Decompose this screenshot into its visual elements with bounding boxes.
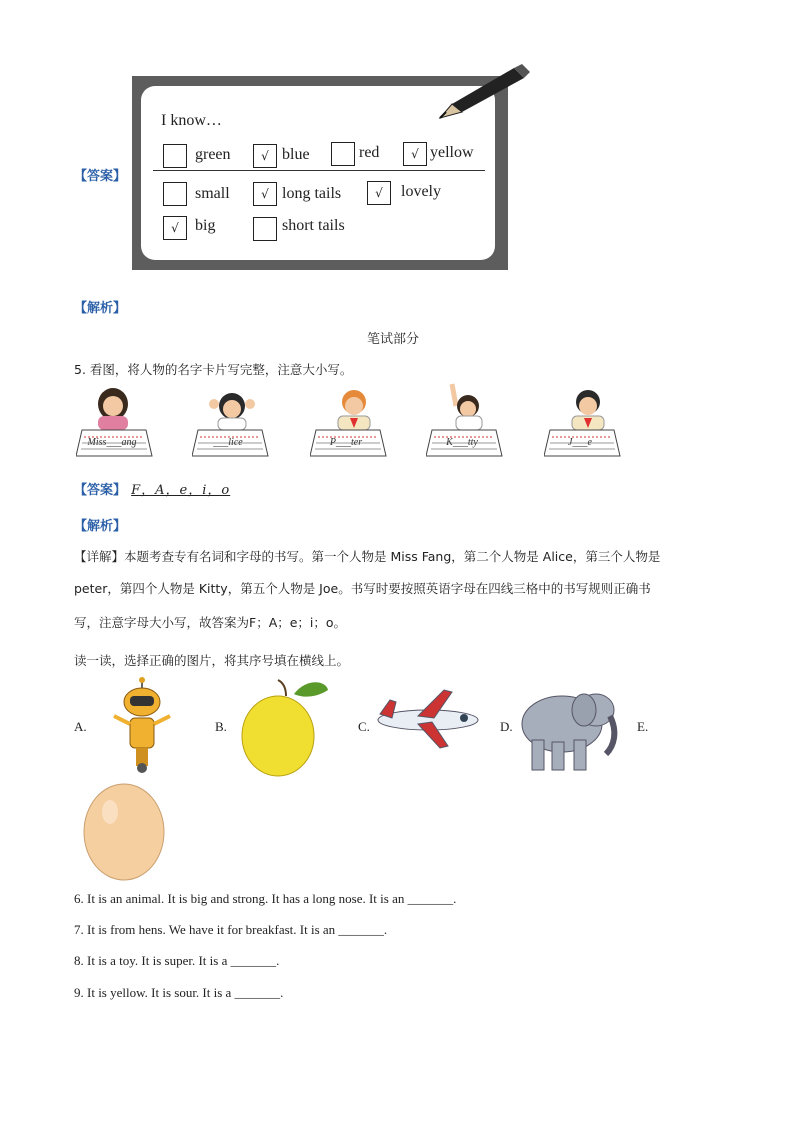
label-red: red	[359, 144, 380, 161]
teacher-figure-icon	[88, 386, 138, 430]
detail-line-3: 写，注意字母大小写，故答案为F；A；e；i；o。	[74, 615, 347, 630]
question-6: 6. It is an animal. It is big and strong. It has a long nose. It is an _______.	[74, 891, 457, 906]
airplane-icon[interactable]	[374, 688, 482, 752]
section-title: 笔试部分	[367, 332, 420, 347]
checkbox-red[interactable]	[331, 142, 355, 166]
q5-answer-row	[74, 479, 230, 498]
analysis-tag: 【解析】	[74, 301, 127, 316]
checkbox-long-tails[interactable]: √	[253, 182, 277, 206]
option-label-d: D.	[500, 719, 513, 734]
name-card-1	[76, 428, 152, 456]
answer-tag: 【答案】	[74, 169, 127, 184]
option-label-c: C.	[358, 719, 370, 734]
option-label-b: B.	[215, 719, 227, 734]
checkbox-small[interactable]	[163, 182, 187, 206]
checkbox-short-tails[interactable]	[253, 217, 277, 241]
divider	[153, 170, 485, 171]
card-text-4: K___tty	[446, 437, 478, 448]
question-7: 7. It is from hens. We have it for breakfast. It is an _______.	[74, 922, 388, 937]
detail-line-1: 【详解】本题考查专有名词和字母的书写。第一个人物是 Miss Fang，第二个人物是 Alice，第三个人物是	[74, 549, 661, 564]
label-short-tails: short tails	[282, 217, 345, 234]
checkbox-yellow[interactable]: √	[403, 142, 427, 166]
robot-icon[interactable]	[106, 676, 178, 776]
egg-icon[interactable]	[80, 778, 168, 882]
name-card-4	[426, 428, 502, 456]
label-small: small	[195, 185, 230, 202]
answer-tag: 【答案】	[74, 483, 127, 498]
card-text-2: ___lice	[213, 437, 243, 448]
label-lovely: lovely	[401, 183, 441, 200]
label-green: green	[195, 146, 231, 163]
label-blue: blue	[282, 146, 310, 163]
detail-line-2: peter，第四个人物是 Kitty，第五个人物是 Joe。书写时要按照英语字母在四线三格中的书写规则正确书	[74, 581, 651, 596]
analysis-tag: 【解析】	[74, 519, 127, 534]
kitty-figure-icon	[438, 382, 494, 430]
q5-answer: F，A，e，i，o	[131, 483, 231, 498]
joe-figure-icon	[560, 386, 616, 430]
label-long-tails: long tails	[282, 185, 342, 202]
option-label-e: E.	[637, 719, 649, 734]
q5-prompt: 5. 看图，将人物的名字卡片写完整，注意大小写。	[74, 362, 353, 377]
boy-figure-icon	[326, 386, 382, 430]
card-text-5: J___e	[568, 437, 592, 448]
name-card-3	[310, 428, 386, 456]
girl-figure-icon	[204, 390, 260, 430]
lemon-icon[interactable]	[236, 676, 332, 780]
checkbox-green[interactable]	[163, 144, 187, 168]
label-yellow: yellow	[430, 144, 474, 161]
name-card-row	[74, 386, 714, 462]
name-card-2	[192, 428, 268, 456]
question-8: 8. It is a toy. It is super. It is a _______.	[74, 953, 280, 968]
label-big: big	[195, 217, 216, 234]
pencil-icon	[432, 64, 532, 122]
checkbox-lovely[interactable]: √	[367, 181, 391, 205]
checkbox-blue[interactable]: √	[253, 144, 277, 168]
card-text-3: P___ter	[329, 437, 363, 448]
card-text-1: Miss___ang	[87, 437, 137, 448]
checklist-heading: I know…	[161, 112, 222, 129]
option-label-a: A.	[74, 719, 87, 734]
elephant-icon[interactable]	[518, 680, 622, 776]
question-9: 9. It is yellow. It is sour. It is a _______.	[74, 985, 284, 1000]
checkbox-big[interactable]: √	[163, 216, 187, 240]
name-card-5	[544, 428, 620, 456]
reading-instruction: 读一读，选择正确的图片，将其序号填在横线上。	[74, 653, 350, 668]
